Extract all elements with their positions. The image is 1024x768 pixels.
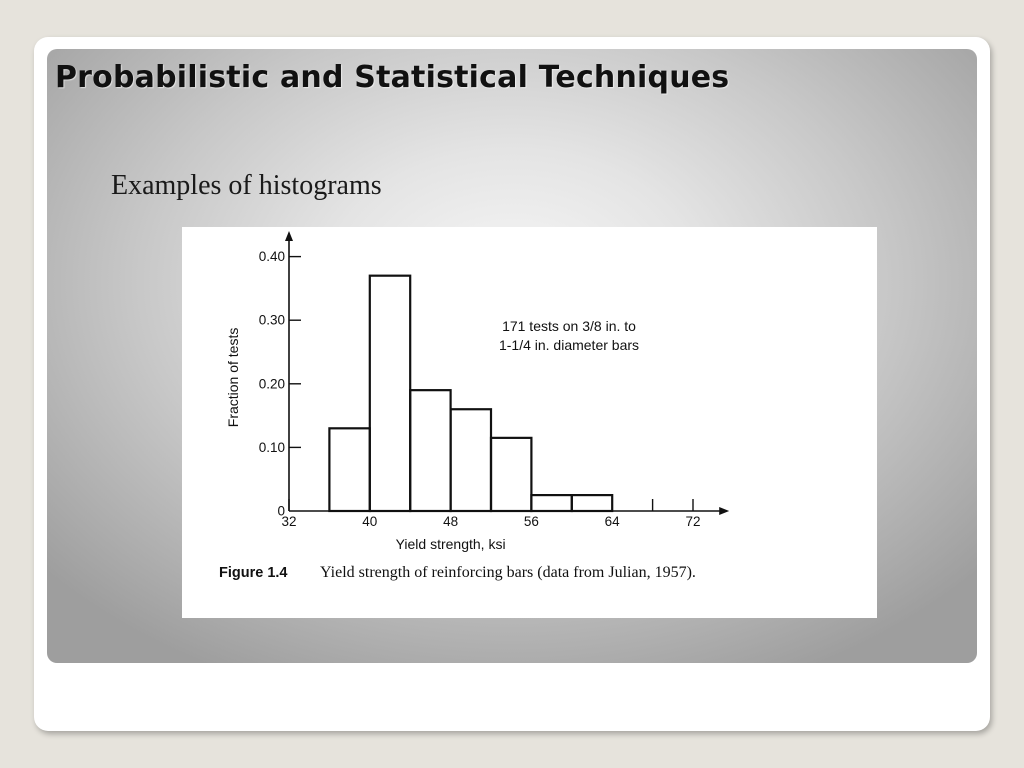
x-tick-label: 56 (523, 514, 539, 529)
slide-subtitle: Examples of histograms (111, 170, 382, 201)
y-tick-label: 0.40 (258, 249, 285, 265)
y-tick-label: 0.30 (258, 312, 285, 328)
x-axis-title: Yield strength, ksi (395, 536, 506, 552)
y-axis-title: Fraction of tests (225, 327, 241, 428)
y-tick-label: 0.10 (258, 439, 285, 455)
x-tick-label: 72 (685, 514, 701, 529)
annotation-line: 1-1/4 in. diameter bars (498, 337, 640, 353)
histogram-bar-3 (410, 390, 450, 511)
histogram-bar-5 (491, 438, 531, 511)
slide-title: Probabilistic and Statistical Techniques (55, 60, 730, 95)
histogram-bar-7 (572, 495, 612, 511)
histogram-bar-1 (329, 428, 369, 511)
y-tick-label: 0 (277, 503, 285, 519)
histogram-bar-2 (370, 276, 410, 511)
x-tick-label: 64 (604, 514, 620, 529)
figure-caption-text: Yield strength of reinforcing bars (data from Julian, 1957). (320, 564, 696, 581)
x-tick-label: 40 (362, 514, 378, 529)
figure-caption-label: Figure 1.4 (219, 565, 288, 581)
histogram-chart (182, 227, 877, 618)
annotation-line: 171 tests on 3/8 in. to (502, 318, 636, 334)
x-axis-arrow (719, 507, 729, 515)
x-tick-label: 32 (281, 514, 297, 529)
x-tick-label: 48 (443, 514, 459, 529)
histogram-bar-6 (531, 495, 571, 511)
y-tick-label: 0.20 (258, 376, 285, 392)
histogram-bar-4 (451, 409, 491, 511)
histogram-figure (182, 227, 877, 618)
y-axis-arrow (285, 231, 293, 241)
